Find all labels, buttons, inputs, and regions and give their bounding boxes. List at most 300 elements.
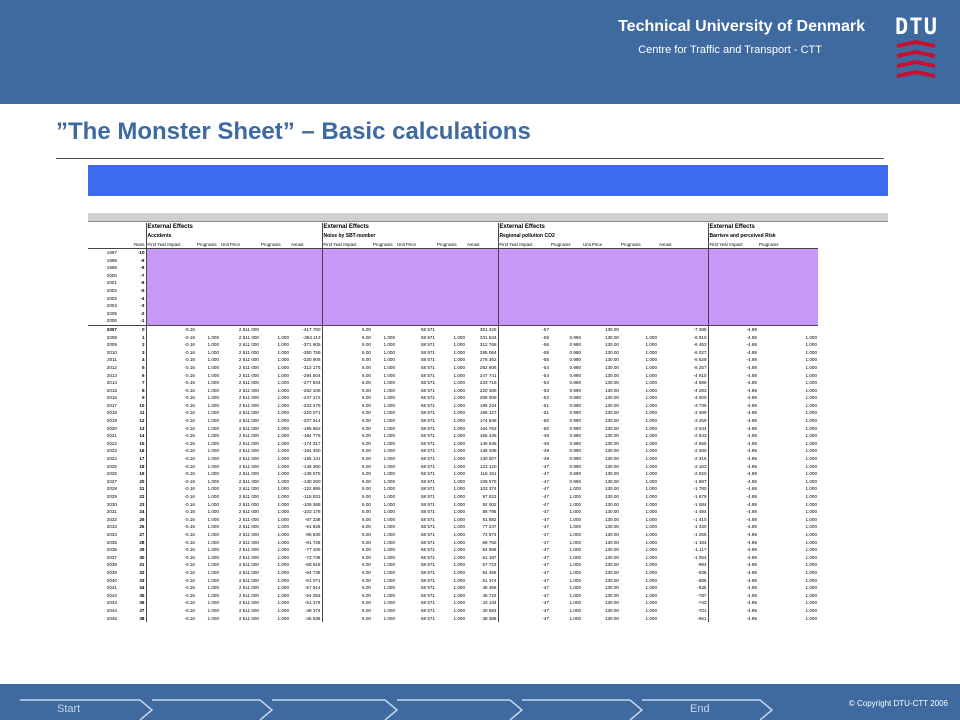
value-cell — [372, 325, 396, 333]
value-cell: 1.000 — [383, 592, 395, 598]
value-cell: -4.89 — [708, 599, 758, 607]
value-cell: 1.000 — [277, 418, 289, 424]
value-cell: -938 — [697, 569, 707, 575]
value-cell: -47 — [498, 508, 550, 516]
column-header: Unit Price — [397, 242, 417, 247]
value-cell: -138 075 — [302, 471, 321, 477]
value-cell: 1.000 — [645, 410, 657, 416]
column-header: Unit Price — [583, 242, 603, 247]
empty-cell — [322, 317, 372, 325]
value-cell: -1 054 — [693, 554, 707, 560]
value-cell: -4.89 — [708, 325, 758, 333]
value-cell: -0.16 — [146, 523, 196, 531]
value-cell: 6.00 — [322, 546, 372, 554]
value-cell: -1 330 — [693, 524, 707, 530]
value-cell: 1.000 — [645, 478, 657, 484]
value-cell: -0.16 — [146, 447, 196, 455]
empty-cell — [396, 279, 436, 287]
value-cell: 1.000 — [453, 410, 465, 416]
empty-cell — [220, 272, 260, 280]
value-cell: 278 362 — [479, 357, 497, 363]
value-cell: 1.000 — [277, 342, 289, 348]
empty-cell — [550, 264, 582, 272]
year-cell: 2031 — [106, 509, 117, 515]
value-cell: 1.000 — [569, 516, 581, 522]
empty-cell — [372, 264, 396, 272]
value-cell: 220 489 — [479, 387, 497, 393]
value-cell: 1.000 — [805, 349, 817, 355]
value-cell: 1.000 — [645, 486, 657, 492]
value-cell: -64 735 — [304, 569, 321, 575]
value-cell: 2 611 000 — [238, 600, 259, 606]
value-cell: 1.000 — [645, 380, 657, 386]
value-cell: -4.89 — [708, 607, 758, 615]
empty-cell — [498, 302, 550, 310]
value-cell: 130.00 — [604, 569, 619, 575]
value-cell: 130 507 — [479, 456, 497, 462]
value-cell: 1.000 — [277, 615, 289, 621]
value-cell: 130.00 — [604, 395, 619, 401]
empty-cell — [550, 302, 582, 310]
value-cell: -48 — [498, 447, 550, 455]
year-cell: 2024 — [106, 456, 117, 462]
nav-arrow-2 — [152, 700, 272, 720]
empty-cell — [658, 272, 708, 280]
index-cell: 26 — [139, 524, 145, 530]
value-cell: 331 534 — [479, 334, 497, 340]
value-cell: 2 611 000 — [238, 463, 259, 469]
value-cell: 58 571 — [420, 478, 435, 484]
index-cell: 1 — [141, 334, 145, 340]
value-cell: -6 453 — [693, 342, 707, 348]
value-cell: 123 120 — [479, 463, 497, 469]
value-cell: 1.000 — [645, 440, 657, 446]
value-cell: 58 571 — [420, 456, 435, 462]
value-cell: 43 134 — [482, 600, 497, 606]
value-cell: 2 611 000 — [238, 509, 259, 515]
spreadsheet-image — [88, 213, 888, 685]
value-cell: 1.000 — [207, 516, 219, 522]
table-row — [88, 455, 818, 463]
value-cell: 1.000 — [453, 562, 465, 568]
value-cell: -49 — [498, 432, 550, 440]
empty-cell — [466, 279, 498, 287]
year-cell: 2008 — [106, 334, 117, 340]
value-cell: 2 611 000 — [238, 387, 259, 393]
table-row — [88, 531, 818, 539]
value-cell: 1.000 — [805, 387, 817, 393]
index-cell: 22 — [139, 494, 145, 499]
value-cell: 58 571 — [420, 494, 435, 499]
table-row — [88, 440, 818, 448]
table-row — [88, 334, 818, 342]
value-cell: 1.000 — [207, 509, 219, 515]
value-cell: 1.000 — [207, 539, 219, 545]
group-header-row — [88, 223, 818, 232]
value-cell: -184 776 — [302, 433, 321, 439]
value-cell: 1.000 — [277, 478, 289, 484]
empty-cell — [498, 287, 550, 295]
value-cell: 1.000 — [383, 585, 395, 591]
value-cell: 6.00 — [322, 485, 372, 493]
value-cell: 58 571 — [420, 433, 435, 439]
empty-cell — [322, 295, 372, 303]
value-cell: -4.89 — [708, 387, 758, 395]
nav-arrow-3 — [272, 700, 397, 720]
empty-cell — [396, 302, 436, 310]
value-cell: 1.000 — [277, 607, 289, 613]
value-cell: 1.000 — [277, 334, 289, 340]
empty-cell — [436, 310, 466, 318]
empty-cell — [260, 310, 290, 318]
empty-cell — [322, 302, 372, 310]
value-cell: -3 044 — [693, 425, 707, 431]
value-cell: 1.000 — [645, 554, 657, 560]
table-row — [88, 539, 818, 547]
year-cell: 2002 — [106, 287, 117, 293]
value-cell: 2 611 000 — [238, 357, 259, 363]
value-cell: 1.000 — [645, 372, 657, 378]
value-cell: 58 571 — [420, 600, 435, 606]
empty-cell — [620, 317, 658, 325]
value-cell — [758, 325, 818, 333]
value-cell: 0.990 — [569, 440, 581, 446]
value-cell: 1.000 — [805, 607, 817, 613]
table-row — [88, 599, 818, 607]
empty-cell — [436, 272, 466, 280]
value-cell: -4.89 — [708, 417, 758, 425]
nav-arrow-1 — [20, 700, 152, 720]
index-cell: -4 — [140, 295, 145, 301]
table-row — [88, 554, 818, 562]
value-cell: 0.990 — [569, 433, 581, 439]
nav-start-link[interactable]: Start — [57, 703, 81, 715]
year-cell: 2016 — [106, 395, 117, 401]
empty-cell — [290, 295, 322, 303]
index-cell: 36 — [139, 600, 145, 606]
value-cell: 2 611 000 — [238, 486, 259, 492]
value-cell: 1.000 — [645, 547, 657, 553]
value-cell: 1.000 — [383, 425, 395, 431]
empty-cell — [708, 257, 758, 265]
value-cell: 2 611 000 — [238, 531, 259, 537]
empty-cell — [322, 272, 372, 280]
index-cell: 8 — [141, 387, 145, 393]
empty-cell — [620, 264, 658, 272]
value-cell: 1.000 — [645, 387, 657, 393]
value-cell: 1.000 — [805, 380, 817, 386]
value-cell: 1.000 — [805, 456, 817, 462]
value-cell: -3 736 — [693, 402, 707, 408]
nav-end-link[interactable]: End — [690, 703, 710, 715]
value-cell: 1.000 — [453, 334, 465, 340]
table-row — [88, 279, 818, 287]
table-row — [88, 508, 818, 516]
value-cell: -4.89 — [708, 501, 758, 509]
value-cell: 58 571 — [420, 516, 435, 522]
value-cell: 58 571 — [420, 463, 435, 469]
empty-cell — [372, 295, 396, 303]
value-cell: -294 504 — [302, 372, 321, 378]
value-cell: 1.000 — [805, 577, 817, 583]
value-cell: 103 374 — [479, 486, 497, 492]
value-cell: 1.000 — [805, 569, 817, 575]
empty-cell — [146, 257, 196, 265]
index-cell: 12 — [139, 418, 145, 424]
value-cell: -0.16 — [146, 554, 196, 562]
value-cell: -207 614 — [302, 418, 321, 424]
value-cell: 6.00 — [322, 455, 372, 463]
column-header: Prognosis — [759, 242, 779, 247]
value-cell: 1.000 — [569, 585, 581, 591]
value-cell: -0.16 — [146, 356, 196, 364]
value-cell: 130.00 — [604, 592, 619, 598]
value-cell: 2 611 000 — [238, 524, 259, 530]
value-cell: 1.000 — [453, 463, 465, 469]
value-cell: 1.000 — [383, 600, 395, 606]
empty-cell — [498, 295, 550, 303]
empty-cell — [708, 287, 758, 295]
table-row — [88, 409, 818, 417]
value-cell: 1.000 — [645, 463, 657, 469]
year-cell: 2019 — [106, 418, 117, 424]
table-row — [88, 493, 818, 501]
empty-cell — [290, 302, 322, 310]
value-cell: 1.000 — [645, 349, 657, 355]
group-subheader-row — [88, 232, 818, 241]
table-row — [88, 501, 818, 509]
year-cell: 2009 — [106, 342, 117, 348]
value-cell: 1.000 — [207, 448, 219, 454]
year-cell: 2041 — [106, 585, 117, 591]
dtu-logo — [893, 12, 939, 82]
value-cell: 6.00 — [322, 325, 372, 333]
value-cell: -2 163 — [693, 463, 707, 469]
index-cell: -7 — [140, 272, 145, 278]
value-cell: 1.000 — [453, 364, 465, 370]
value-cell: 0.990 — [569, 380, 581, 386]
value-cell: -6 910 — [693, 334, 707, 340]
value-cell: 1.000 — [383, 387, 395, 393]
value-cell: 185 127 — [479, 410, 497, 416]
value-cell: 130.00 — [604, 486, 619, 492]
empty-cell — [290, 257, 322, 265]
value-cell: 351 426 — [466, 325, 498, 333]
empty-cell — [322, 257, 372, 265]
value-cell: -50 — [498, 417, 550, 425]
value-cell: 1.000 — [805, 539, 817, 545]
empty-cell — [196, 272, 220, 280]
value-cell: -4.89 — [708, 334, 758, 342]
value-cell: -47 — [498, 516, 550, 524]
empty-cell — [620, 295, 658, 303]
year-cell: 2004 — [106, 303, 117, 309]
column-header: Prognosis — [621, 242, 641, 247]
empty-cell — [498, 317, 550, 325]
value-cell: 1.000 — [383, 334, 395, 340]
empty-cell — [372, 257, 396, 265]
value-cell: -56 — [498, 334, 550, 342]
value-cell: -3 259 — [693, 418, 707, 424]
column-header: Prognosis — [551, 242, 571, 247]
empty-cell — [146, 310, 196, 318]
value-cell: 2 611 000 — [238, 547, 259, 553]
table-row — [88, 402, 818, 410]
empty-cell — [196, 287, 220, 295]
value-cell: -394 113 — [302, 334, 321, 340]
value-cell: 1.000 — [277, 554, 289, 560]
index-cell: -2 — [140, 310, 145, 316]
value-cell: -5 257 — [693, 364, 707, 370]
value-cell: 6.00 — [322, 379, 372, 387]
year-cell: 2021 — [106, 433, 117, 439]
year-cell: 2034 — [106, 531, 117, 537]
empty-cell — [436, 302, 466, 310]
index-cell: 20 — [139, 478, 145, 484]
value-cell: 1.000 — [453, 471, 465, 477]
index-cell: 15 — [139, 440, 145, 446]
table-row — [88, 341, 818, 349]
value-cell: -233 275 — [302, 402, 321, 408]
value-cell: 1.000 — [805, 433, 817, 439]
value-cell: 1.000 — [277, 600, 289, 606]
table-row — [88, 356, 818, 364]
value-cell: -277 834 — [302, 380, 321, 386]
value-cell: -195 862 — [302, 425, 321, 431]
value-cell: 2 611 000 — [238, 410, 259, 416]
value-cell: 6.00 — [322, 425, 372, 433]
value-cell: 1.000 — [383, 364, 395, 370]
value-cell: -47 — [498, 493, 550, 501]
value-cell: 196 234 — [479, 402, 497, 408]
index-cell: 9 — [141, 395, 145, 401]
index-cell: 23 — [139, 501, 145, 507]
value-cell: -0.16 — [146, 569, 196, 577]
sheet-gray-band — [88, 213, 888, 222]
value-cell: 1.000 — [207, 342, 219, 348]
empty-cell — [658, 302, 708, 310]
value-cell: -122 886 — [302, 486, 321, 492]
year-cell: 2038 — [106, 562, 117, 568]
value-cell: 48 466 — [482, 585, 497, 591]
value-cell: 1.000 — [645, 509, 657, 515]
empty-cell — [220, 302, 260, 310]
empty-cell — [466, 264, 498, 272]
value-cell: -97 338 — [304, 516, 321, 522]
value-cell: 2 611 000 — [238, 562, 259, 568]
value-cell: 1.000 — [453, 342, 465, 348]
value-cell: 6.00 — [322, 394, 372, 402]
value-cell: -0.16 — [146, 539, 196, 547]
table-row — [88, 287, 818, 295]
table-row — [88, 546, 818, 554]
empty-cell — [146, 264, 196, 272]
value-cell: 0.990 — [569, 471, 581, 477]
table-row — [88, 372, 818, 380]
value-cell: 1.000 — [383, 562, 395, 568]
empty-cell — [436, 295, 466, 303]
table-row — [88, 364, 818, 372]
value-cell: 1.000 — [805, 516, 817, 522]
value-cell: -0.16 — [146, 516, 196, 524]
value-cell: 1.000 — [569, 531, 581, 537]
year-cell: 2003 — [106, 295, 117, 301]
value-cell: -0.16 — [146, 341, 196, 349]
value-cell: -2 843 — [693, 433, 707, 439]
value-cell: -4.89 — [708, 372, 758, 380]
value-cell: 0.990 — [569, 357, 581, 363]
value-cell: -4.89 — [708, 432, 758, 440]
value-cell: 1.000 — [453, 516, 465, 522]
value-cell: 6.00 — [322, 569, 372, 577]
value-cell: 1.000 — [805, 440, 817, 446]
calculation-table — [88, 223, 818, 622]
value-cell: -220 071 — [302, 410, 321, 416]
year-cell: 2015 — [106, 387, 117, 393]
year-cell: 2006 — [106, 318, 117, 324]
empty-cell — [498, 272, 550, 280]
value-cell: 130.00 — [604, 425, 619, 431]
empty-cell — [436, 264, 466, 272]
value-cell: -47 — [498, 592, 550, 600]
empty-cell — [220, 287, 260, 295]
value-cell: 130.00 — [604, 357, 619, 363]
sheet-title-bar — [88, 165, 888, 196]
table-row — [88, 584, 818, 592]
year-cell: 2043 — [106, 600, 117, 606]
value-cell: -4.89 — [708, 508, 758, 516]
value-cell: -4.89 — [708, 402, 758, 410]
table-row — [88, 310, 818, 318]
value-cell: 58 571 — [420, 547, 435, 553]
value-cell: 6.00 — [322, 523, 372, 531]
value-cell: 1.000 — [207, 463, 219, 469]
value-cell: 58 571 — [396, 325, 436, 333]
empty-cell — [372, 279, 396, 287]
value-cell: -4 000 — [693, 395, 707, 401]
empty-cell — [290, 272, 322, 280]
value-cell: -1 584 — [693, 501, 707, 507]
value-cell: -77 100 — [304, 547, 321, 553]
empty-cell — [290, 264, 322, 272]
value-cell: 1.000 — [453, 547, 465, 553]
table-row — [88, 257, 818, 265]
index-cell: 5 — [141, 364, 145, 370]
value-cell: 1.000 — [805, 494, 817, 499]
value-cell: 6.00 — [322, 432, 372, 440]
value-cell: -54 353 — [304, 592, 321, 598]
empty-cell — [372, 249, 396, 257]
empty-cell — [758, 287, 818, 295]
empty-cell — [260, 302, 290, 310]
value-cell: 2 611 000 — [238, 342, 259, 348]
value-cell: -661 — [697, 615, 707, 621]
value-cell: -0.16 — [146, 387, 196, 395]
value-cell: 58 571 — [420, 585, 435, 591]
value-cell: -6 027 — [693, 349, 707, 355]
value-cell: 1.000 — [277, 425, 289, 431]
table-row — [88, 295, 818, 303]
value-cell: -4.89 — [708, 554, 758, 562]
empty-cell — [220, 317, 260, 325]
empty-cell — [498, 249, 550, 257]
year-cell: 2029 — [106, 494, 117, 499]
empty-cell — [290, 317, 322, 325]
year-cell: 2012 — [106, 364, 117, 370]
value-cell: 1.000 — [805, 448, 817, 454]
empty-cell — [658, 279, 708, 287]
value-cell: 1.000 — [277, 539, 289, 545]
